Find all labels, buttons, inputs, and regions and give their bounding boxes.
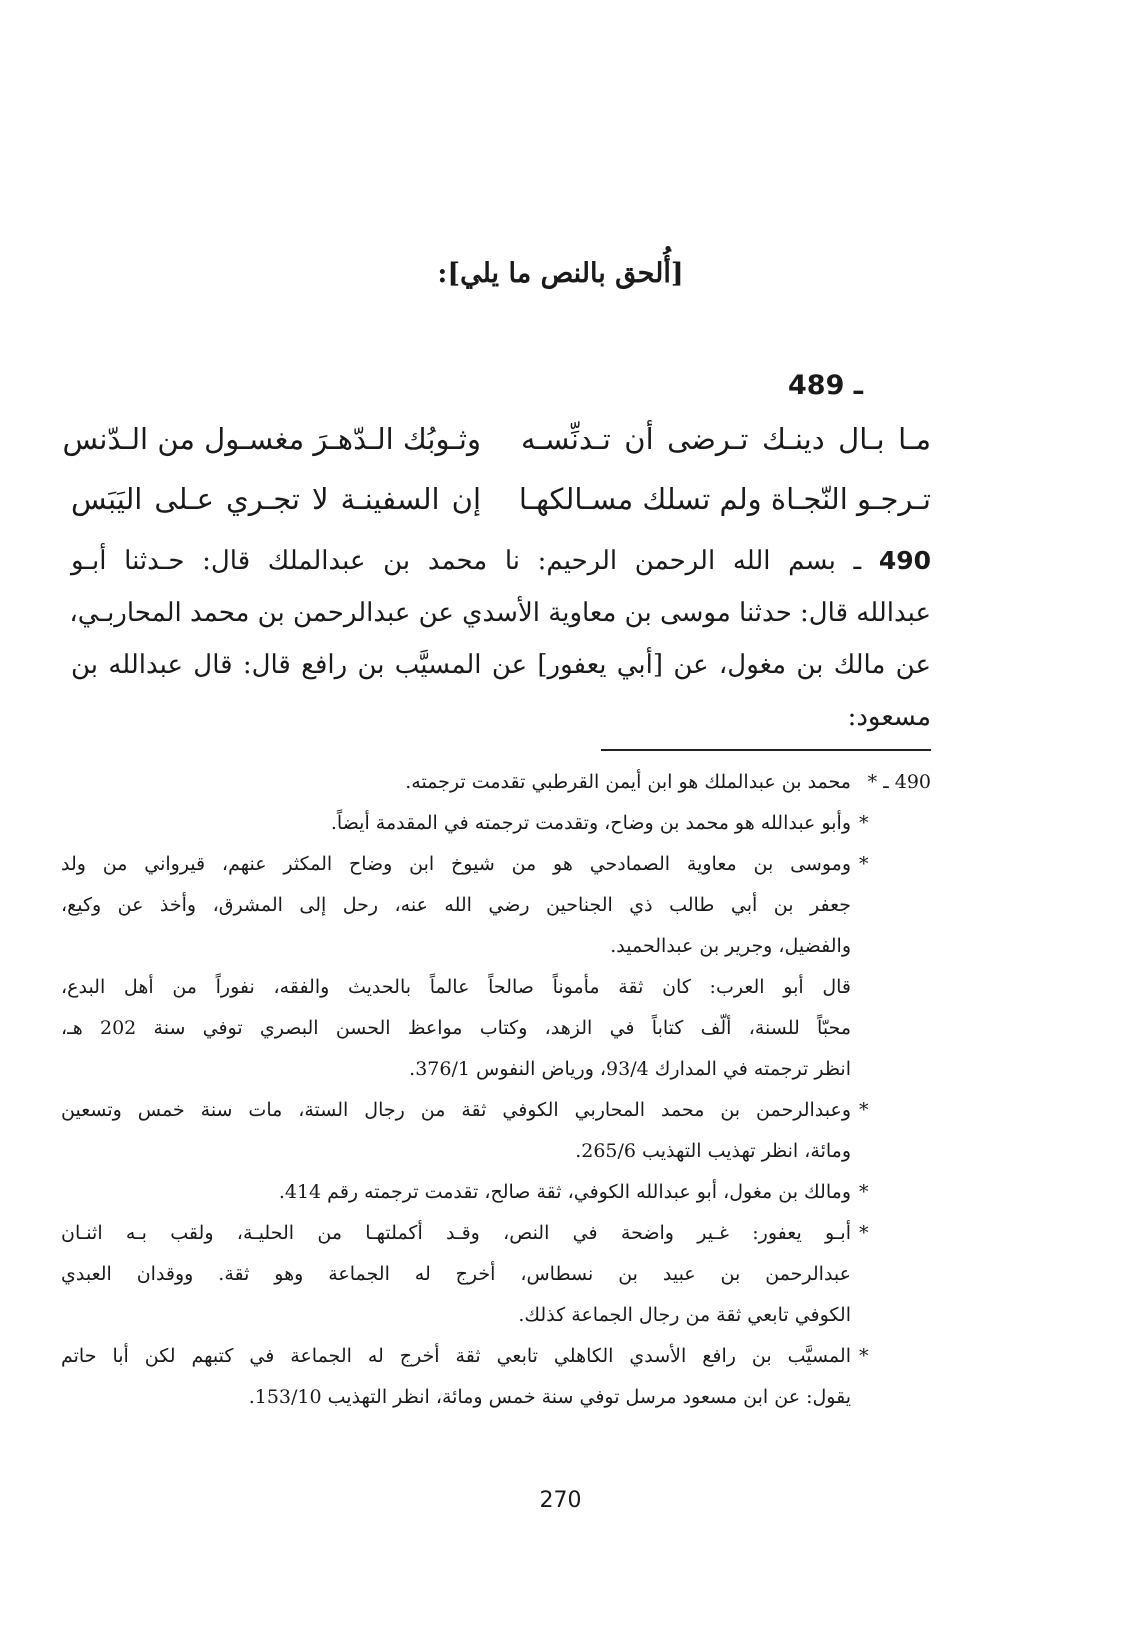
footnote-3 [61, 844, 931, 1090]
footnotes [61, 762, 931, 1418]
entry-490-line-4: مسعود: [847, 702, 931, 732]
footnote-line: جعفر بن أبي طالب ذي الجناحين رضي الله عنه، رحل إلى المشرق، وأخذ عن وكيع، [61, 894, 851, 916]
page-number: 270 [539, 1488, 582, 1513]
footnote-1 [61, 762, 931, 803]
verse-1-first-hemistich: مـا بـال دينـك تـرضى أن تـدنِّسـه [521, 422, 931, 456]
footnote-marker: * [859, 853, 869, 875]
footnote-marker: * [859, 1222, 869, 1244]
footnote-line: محبّاً للسنة، ألّف كتاباً في الزهد، وكتاب مواعظ الحسن البصري توفي سنة 202 هـ، [61, 1017, 852, 1039]
footnote-line: وموسى بن معاوية الصمادحي هو من شيوخ ابن وضاح المكثر عنهم، قيرواني من ولد [61, 853, 851, 875]
footnote-marker: * [859, 1181, 869, 1203]
footnote-line: ومائة، انظر تهذيب التهذيب 265/6. [575, 1140, 851, 1162]
verse-2-first-hemistich: تـرجـو النّجـاة ولم تسلك مسـالكهـا [518, 482, 931, 516]
footnote-5 [61, 1172, 931, 1213]
footnote-line: محمد بن عبدالملك هو ابن أيمن القرطبي تقدمت ترجمته. [405, 771, 851, 793]
entry-number-489: 489 ـ [788, 370, 863, 401]
footnote-marker: * [859, 1345, 869, 1367]
poem-verse-1 [62, 422, 931, 466]
footnote-separator [601, 749, 931, 751]
footnote-line: ومالك بن مغول، أبو عبدالله الكوفي، ثقة صالح، تقدمت ترجمته رقم 414. [278, 1181, 851, 1203]
footnote-7 [61, 1336, 931, 1418]
verse-1-second-hemistich: وثـوبُك الـدّهـرَ مغسـول من الـدّنس [62, 422, 481, 456]
footnote-line: المسيَّب بن رافع الأسدي الكاهلي تابعي ثقة أخرج له الجماعة في كتبهم لكن أبا حاتم [61, 1345, 851, 1367]
footnote-line: انظر ترجمته في المدارك 93/4، ورياض النفوس 376/1. [409, 1058, 851, 1080]
footnote-line: وعبدالرحمن بن محمد المحاربي الكوفي ثقة من رجال الستة، مات سنة خمس وتسعين [61, 1099, 851, 1121]
entry-490-line-3: عن مالك بن مغول، عن [أبي يعفور] عن المسيَّب بن رافع قال: قال عبدالله بن [71, 650, 931, 680]
footnote-line: وأبو عبدالله هو محمد بن وضاح، وتقدمت ترجمته في المقدمة أيضاً. [330, 812, 851, 834]
section-heading: [أُلحق بالنص ما يلي]: [437, 258, 684, 289]
footnote-6 [61, 1213, 931, 1336]
footnote-marker: * [859, 812, 869, 834]
footnote-line: قال أبو العرب: كان ثقة مأموناً صالحاً عالماً بالحديث والفقه، نفوراً من أهل البدع، [61, 976, 852, 998]
footnote-line: والفضيل، وجرير بن عبدالحميد. [610, 935, 851, 957]
footnote-line: أبـو يعفور: غـير واضحة في النص، وقـد أكملتهـا من الحليـة، ولقب بـه اثنـان [61, 1222, 851, 1244]
footnote-4 [61, 1090, 931, 1172]
footnote-line: الكوفي تابعي ثقة من رجال الجماعة كذلك. [518, 1304, 851, 1326]
poem-verse-2 [71, 482, 931, 526]
verse-2-second-hemistich: إن السفينـة لا تجـري عـلى اليَبَس [71, 482, 481, 516]
footnote-2 [61, 803, 931, 844]
footnote-line: عبدالرحمن بن عبيد بن نسطاس، أخرج له الجماعة وهو ثقة. ووقدان العبدي [61, 1263, 851, 1285]
entry-490-line-1: 490 ـ بسم الله الرحمن الرحيم: نا محمد بن عبدالملك قال: حـدثنا أبـو [71, 546, 931, 576]
entry-number-490: 490 [878, 546, 931, 575]
entry-490-text [71, 535, 931, 743]
footnote-line: يقول: عن ابن مسعود مرسل توفي سنة خمس ومائة، انظر التهذيب 153/10. [248, 1386, 851, 1408]
footnote-marker: 490 ـ * [867, 771, 931, 793]
footnote-marker: * [859, 1099, 869, 1121]
entry-490-line-2: عبدالله قال: حدثنا موسى بن معاوية الأسدي عن عبدالرحمن بن محمد المحاربـي، [69, 598, 931, 628]
